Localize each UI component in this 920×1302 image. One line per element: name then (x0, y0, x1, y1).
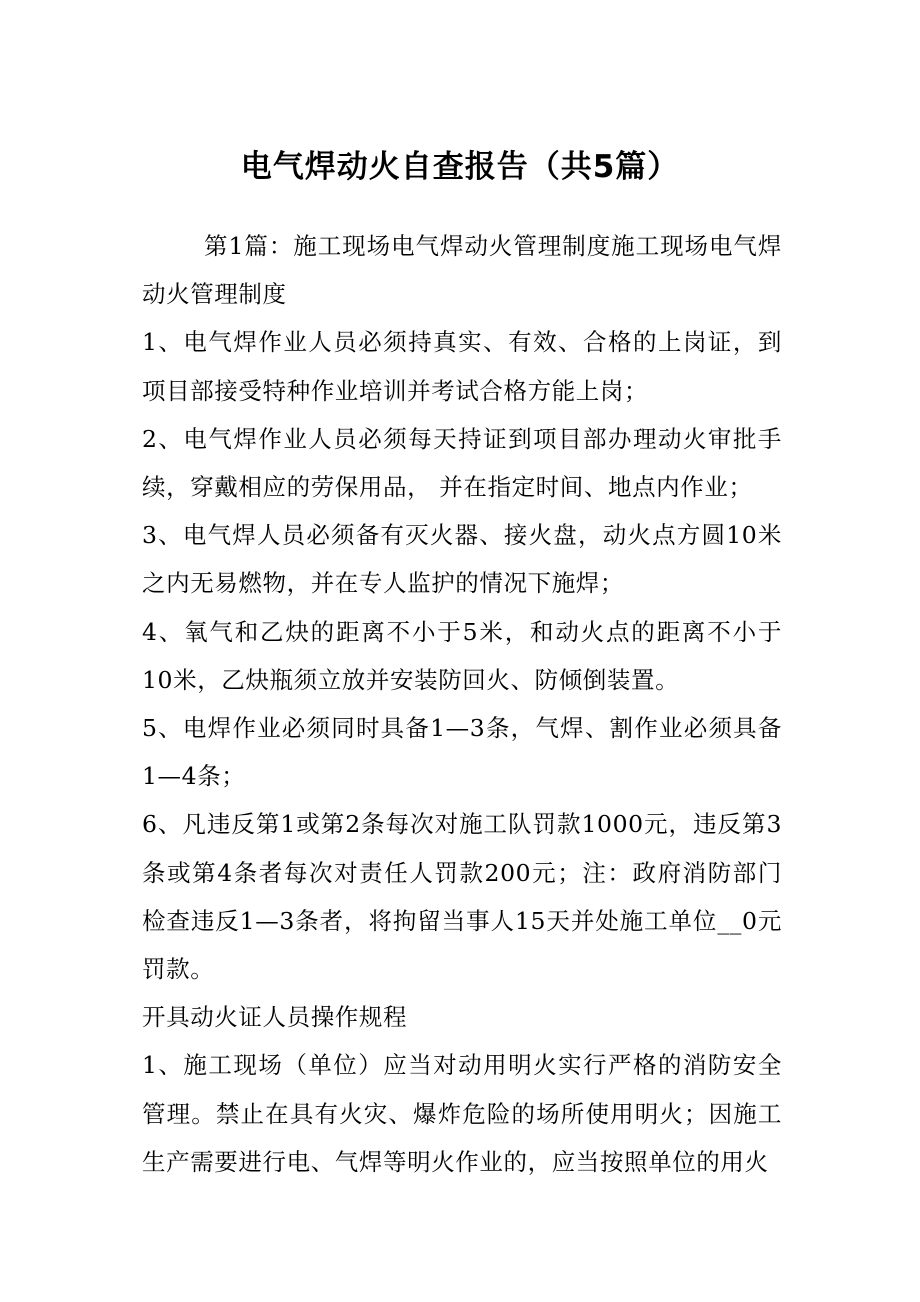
document-title: 电气焊动火自查报告（共5篇） (240, 149, 680, 185)
procedure-paragraph-1: 1、施工现场（单位）应当对动用明火实行严格的消防安全管理。禁止在具有火灾、爆炸危险的场所使用明火；因施工生产需要进行电、气焊等明火作业的，应当按照单位的用火 (142, 1051, 782, 1176)
section-heading: 第1篇：施工现场电气焊动火管理制度施工现场电气焊动火管理制度 (142, 232, 782, 309)
rule-paragraph-6: 6、凡违反第1或第2条每次对施工队罚款1000元，违反第3条或第4条者每次对责任人罚款200元；注：政府消防部门检查违反1—3条者，将拘留当事人15天并处施工单位__0元罚款。 (142, 810, 782, 984)
rule-paragraph-5: 5、电焊作业必须同时具备1—3条，气焊、割作业必须具备1—4条； (142, 714, 782, 791)
subsection-heading: 开具动火证人员操作规程 (142, 1003, 408, 1032)
document-body (142, 222, 782, 1186)
rule-paragraph-2: 2、电气焊作业人员必须每天持证到项目部办理动火审批手续，穿戴相应的劳保用品， 并在指定时间、地点内作业； (142, 424, 782, 502)
rule-paragraph-3: 3、电气焊人员必须备有灭火器、接火盘，动火点方圆10米之内无易燃物，并在专人监护的情况下施焊； (142, 521, 782, 598)
rule-paragraph-4: 4、氧气和乙炔的距离不小于5米，和动火点的距离不小于10米，乙炔瓶须立放并安装防回火、防倾倒装置。 (142, 617, 782, 694)
rule-paragraph-1: 1、电气焊作业人员必须持真实、有效、合格的上岗证，到项目部接受特种作业培训并考试合格方能上岗； (142, 328, 782, 405)
